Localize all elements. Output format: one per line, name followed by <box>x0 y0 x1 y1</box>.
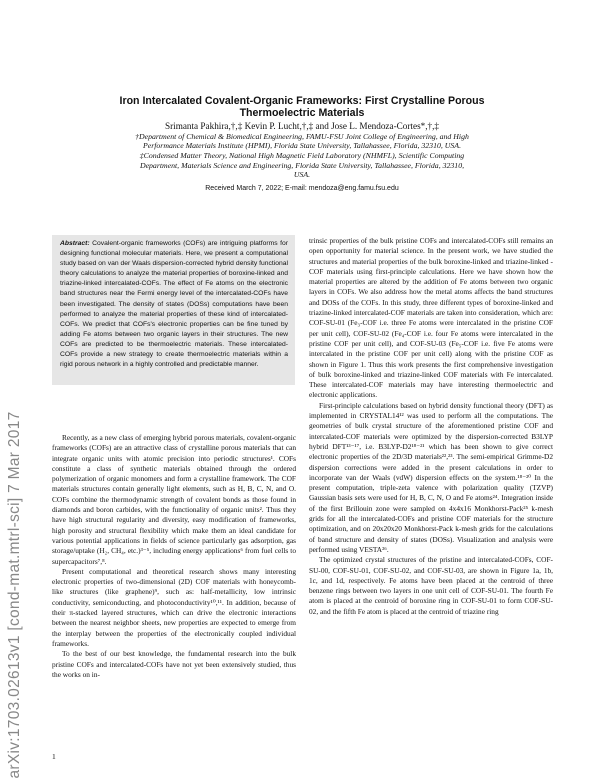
abstract-box <box>52 235 295 385</box>
page-number: 1 <box>52 752 56 761</box>
arxiv-identifier <box>4 411 26 779</box>
title-line: Iron Intercalated Covalent-Organic Frameworks: First Crystalline Porous <box>119 95 485 107</box>
body-column-left <box>52 433 296 680</box>
body-paragraph: First-principle calculations based on hybrid density functional theory (DFT) as implemented in CRYSTAL14¹² was used to perform all the computations. The geometries of bulk crystal structure of the aforementioned pristine COF and intercalated-COF materials were optimized by the dispersion-corrected B3LYP hybrid DFT¹³⁻¹⁷, i.e. B3LYP-D2¹⁸⁻²¹ which has been shown to give correct electronic properties of the 2D/3D materials²²,²³. The semi-empirical Grimme-D2 dispersion corrections were added in the present calculations in order to incorporate van der Waals (vdW) dispersion effects on the system.¹⁸⁻²⁰ In the present computation, triple-zeta valence with polarization quality (TZVP) Gaussian basis sets were used for H, B, C, N, O and Fe atoms²⁴. Integration inside of the first Brillouin zone were sampled on 4x4x16 Monkhorst-Pack²⁵ k-mesh grids for all the intercalated-COFs and pristine COF materials for the structure optimization, and on 20x20x20 Monkhorst-Pack k-mesh grids for the calculations of band structure and density of states (DOSs). Visualization and analysis were performed using VESTA²⁶. <box>309 400 553 554</box>
affiliation-line: Performance Materials Institute (HPMI), Florida State University, Tallahassee, Florida, 32310, USA. <box>142 141 462 151</box>
body-paragraph: trinsic properties of the bulk pristine COFs and intercalated-COFs still remains an open opportunity for material science. In the present work, we have studied the structures and material properties of the bulk boroxine-linked and triazine-linked -COF materials using first-principle calculations. Here we have shown how the material properties are altered by the addition of Fe atoms between two organic layers in COFs. We also address how the metal atoms affects the band structures and DOSs of the COFs. In this study, three different types of boroxine-linked and triazine-linked intercalated-COF materials are taken into consideration, which are: COF-SU-01 (Fe₃-COF i.e. three Fe atoms were intercalated in the pristine COF per unit cell), COF-SU-02 (Fe₄-COF i.e. four Fe atoms were intercalated in the pristine COF per unit cell), and COF-SU-03 (Fe₅-COF i.e. five Fe atoms were intercalated in the pristine COF per unit cell) along with the pristine COF as shown in Figure 1. Thus this work presents the first comprehensive investigation of bulk boroxine-linked and triazine-linked COF materials with Fe intercalated. These intercalated-COF materials may have interesting thermoelectric and electronic applications. <box>309 236 553 400</box>
affiliation-line: †Department of Chemical & Biomedical Engineering, FAMU-FSU Joint College of Engineering, and High <box>135 131 469 141</box>
paper-title <box>92 95 512 120</box>
abstract-text: Covalent-organic frameworks (COFs) are intriguing platforms for designing functional molecular materials. Here, we present a computational study based on van der Waals dispersion-corrected hybrid density functional theory calculations to analyze the material properties of boroxine-linked and triazine-linked intercalated-COFs. The effect of Fe atoms on the electronic band structures near the Fermi energy level of the intercalated-COFs have been investigated. The density of states (DOSs) computations have been performed to analyze the material properties of these kind of intercalated-COFs. We predict that COFs's electronic properties can be fine tuned by adding Fe atoms between two organic layers in their structures. The new COFs are predicted to be thermoelectric materials. These intercalated-COFs provide a new strategy to create thermoelectric materials within a rigid porous network in a highly controlled and predictable manner. <box>60 240 288 369</box>
body-paragraph: The optimized crystal structures of the pristine and intercalated-COFs, COF-SU-00, COF-SU-01, COF-SU-02, and COF-SU-03, are shown in Figure 1a, 1b, 1c, and 1d, respectively. Fe atoms have been placed at the centroid of three benzene rings between two layers in one unit cell of COF-SU-01. The fourth Fe atom is placed at the centroid of boroxine ring in COF-SU-01 to form COF-SU-02, and the fifth Fe atom is placed at the centroid of triazine ring <box>309 555 553 616</box>
author-list: Srimanta Pakhira,†,‡ Kevin P. Lucht,†,‡ and Jose L. Mendoza-Cortes*,†,‡ <box>164 120 440 131</box>
affiliation-line: Department, Materials Science and Engineering, Florida State University, Tallahassee, Florida, 32310, <box>139 160 465 170</box>
body-paragraph: To the best of our best knowledge, the fundamental research into the bulk pristine COFs and intercalated-COFs have not yet been extensively studied, thus the works on in- <box>52 649 296 679</box>
abstract-label: Abstract: <box>60 240 90 247</box>
affiliation-line: ‡Condensed Matter Theory, National High Magnetic Field Laboratory (NHMFL), Scientific Computing <box>139 151 465 160</box>
paper-header <box>92 95 512 193</box>
title-line: Thermoelectric Materials <box>239 107 365 120</box>
received-date-email: Received March 7, 2022; E-mail: mendoza@eng.famu.fsu.edu <box>205 184 399 192</box>
arxiv-identifier-text: arXiv:1703.02613v1 [cond-mat.mtrl-sci] 7 Mar 2017 <box>6 411 23 779</box>
body-column-right <box>309 236 553 617</box>
body-paragraph: Present computational and theoretical research shows many interesting electronic properties of two-dimensional (2D) COF materials with honeycomb-like structures (like graphene)⁹, such as: half-metallicity, low intrinsic conductivity, semiconducting, and photoconductivity¹⁰,¹¹. In addition, because of their π-stacked layered structures, which can drive the electronic interactions between the nearest neighbor sheets, new properties are expected to emerge from the interplay between the properties of the electronically coupled individual frameworks. <box>52 566 296 648</box>
affiliation-line: USA. <box>293 170 311 180</box>
affiliations <box>92 132 512 180</box>
body-paragraph: Recently, as a new class of emerging hybrid porous materials, covalent-organic frameworks (COFs) are an attractive class of crystalline porous materials that can integrate organic units with atomic precision into periodic structures¹. COFs constitute a class of synthetic materials obtained through the ordered polymerization of organic monomers and form a crystalline framework. The COF materials structures contain generally light elements, such as H, B, C, N, and O. COFs combine the thermodynamic strength of covalent bonds as those found in diamonds and boron carbides, with the functionality of organic units². Thus they have high structural regularity and diversity, easy modification of frameworks, high porosity and structural flexibility which make them an ideal candidate for various potential applications in fields of science particularly gas adsorption, gas storage/uptake (H₂, CH₄, etc.)³⁻⁵, including energy applications⁶ from fuel cells to supercapacitors⁷,⁸. <box>52 433 296 566</box>
